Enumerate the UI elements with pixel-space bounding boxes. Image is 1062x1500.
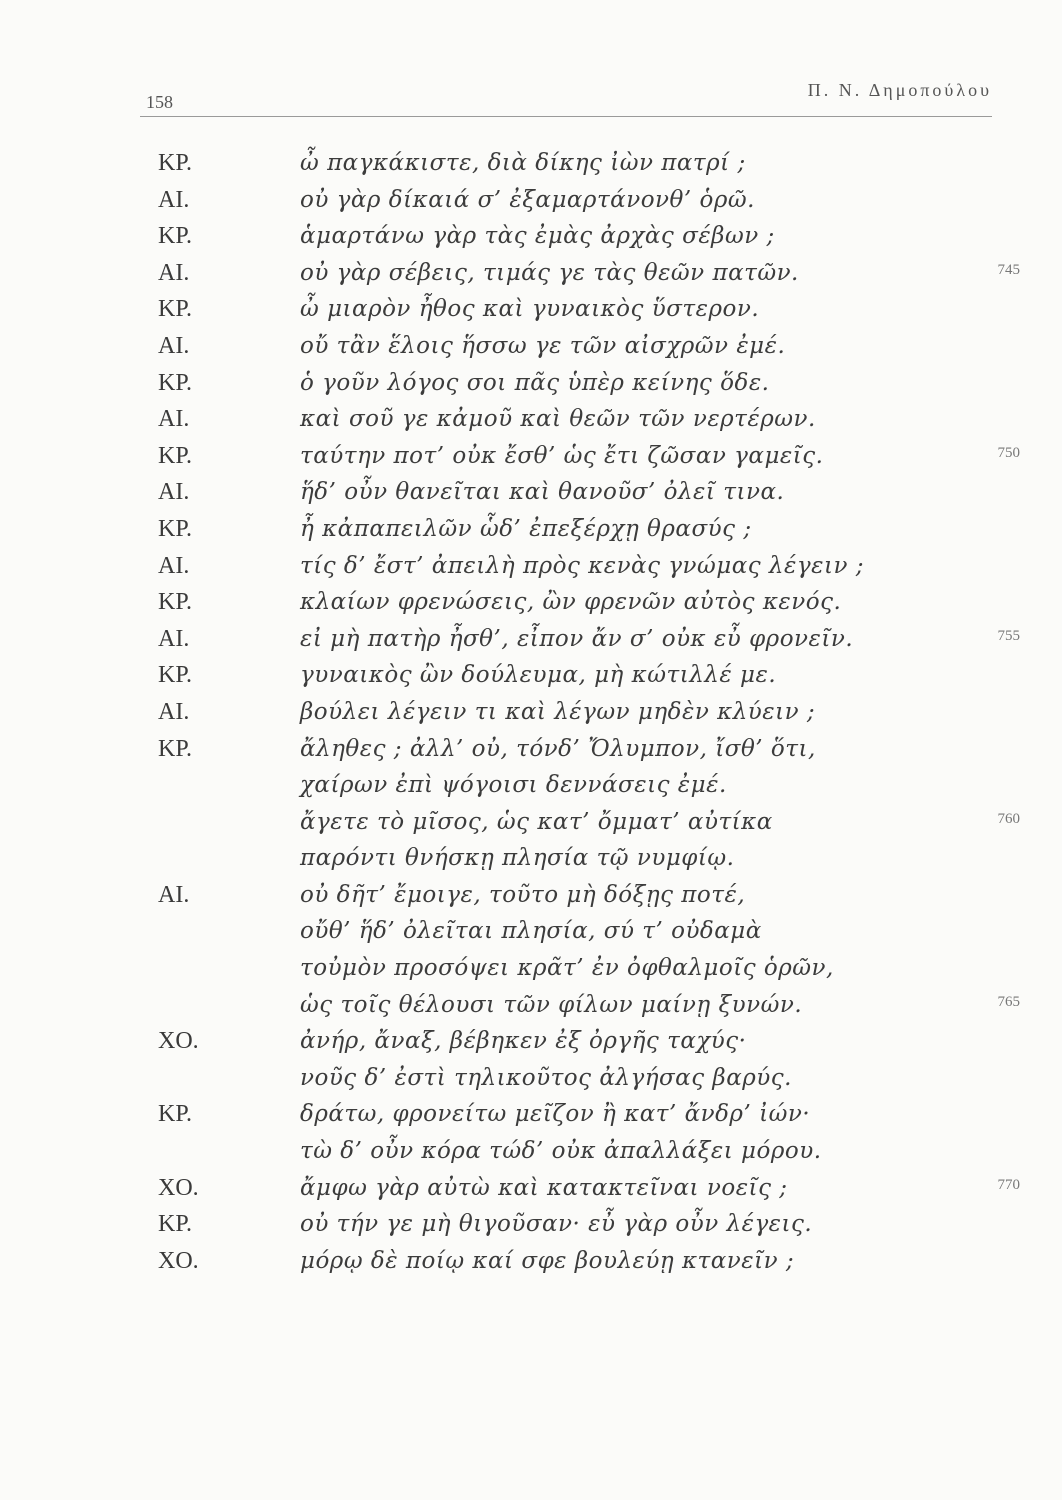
verse-line — [0, 809, 1062, 846]
line-number: 745 — [997, 261, 1020, 278]
verse-text: οὐ δῆτ’ ἔμοιγε, τοῦτο μὴ δόξῃς ποτέ, — [300, 881, 746, 908]
verse-line — [0, 772, 1062, 809]
verse-text: ἥδ’ οὖν θανεῖται καὶ θανοῦσ’ ὀλεῖ τινα. — [300, 479, 785, 506]
header-author: Π. Ν. Δημοπούλου — [807, 80, 992, 100]
verse-text: γυναικὸς ὢν δούλευμα, μὴ κώτιλλέ με. — [300, 662, 777, 689]
verse-text: ὦ παγκάκιστε, διὰ δίκης ἰὼν πατρί ; — [300, 150, 746, 176]
verse-text: βούλει λέγειν τι καὶ λέγων μηδὲν κλύειν ; — [300, 698, 816, 725]
verse-text: οὐ γὰρ δίκαιά σ’ ἐξαμαρτάνονθ’ ὁρῶ. — [300, 186, 755, 213]
verse-text: χαίρων ἐπὶ ψόγοισι δεννάσεις ἐμέ. — [300, 772, 727, 799]
speaker-label: ΧΟ. — [158, 1174, 199, 1201]
verse-text: οὐ τήν γε μὴ θιγοῦσαν· εὖ γὰρ οὖν λέγεις. — [300, 1211, 813, 1238]
page-number: 158 — [146, 92, 173, 112]
verse-line — [0, 479, 1062, 516]
verse-text: δράτω, φρονείτω μεῖζον ἢ κατ’ ἄνδρ’ ἰών· — [300, 1101, 811, 1128]
verse-line — [0, 1065, 1062, 1102]
speaker-label: ΑΙ. — [158, 186, 190, 213]
speaker-label: ΑΙ. — [158, 881, 190, 908]
verse-text: ἄληθες ; ἀλλ’ οὐ, τόνδ’ Ὄλυμπον, ἴσθ’ ὅτι, — [300, 735, 816, 762]
speaker-label: ΑΙ. — [158, 552, 190, 579]
verse-line — [0, 1101, 1062, 1138]
speaker-label: ΑΙ. — [158, 625, 190, 652]
line-number: 765 — [997, 993, 1020, 1010]
verse-text: ὡς τοῖς θέλουσι τῶν φίλων μαίνῃ ξυνών. — [300, 991, 803, 1018]
verse-line — [0, 406, 1062, 443]
verse-text: νοῦς δ’ ἐστὶ τηλικοῦτος ἀλγήσας βαρύς. — [300, 1064, 792, 1091]
verse-text: καὶ σοῦ γε κἀμοῦ καὶ θεῶν τῶν νερτέρων. — [300, 406, 816, 433]
speaker-label: ΚΡ. — [158, 150, 193, 176]
speaker-label: ΑΙ. — [158, 406, 190, 433]
verse-line — [0, 333, 1062, 370]
verse-line — [0, 187, 1062, 224]
verse-line — [0, 699, 1062, 736]
verse-text: ὦ μιαρὸν ἦθος καὶ γυναικὸς ὕστερον. — [300, 296, 760, 323]
speaker-label: ΚΡ. — [158, 515, 193, 542]
verse-text: κλαίων φρενώσεις, ὢν φρενῶν αὐτὸς κενός. — [300, 589, 842, 616]
line-number: 750 — [997, 444, 1020, 461]
speaker-label: ΑΙ. — [158, 332, 190, 359]
verse-line — [0, 955, 1062, 992]
verse-text: εἰ μὴ πατὴρ ἦσθ’, εἶπον ἄν σ’ οὐκ εὖ φρονεῖν. — [300, 625, 854, 652]
verse-line — [0, 1248, 1062, 1285]
verse-line — [0, 443, 1062, 480]
verse-text: ἄμφω γὰρ αὐτὼ καὶ κατακτεῖναι νοεῖς ; — [300, 1174, 788, 1201]
speaker-label: ΚΡ. — [158, 223, 193, 250]
verse-line — [0, 736, 1062, 773]
verse-text: οὔ τἂν ἕλοις ἥσσω γε τῶν αἰσχρῶν ἐμέ. — [300, 332, 786, 359]
line-number: 770 — [997, 1176, 1020, 1193]
verse-line — [0, 589, 1062, 626]
speaker-label: ΚΡ. — [158, 369, 193, 396]
verse-text: τοὐμὸν προσόψει κρᾶτ’ ἐν ὀφθαλμοῖς ὁρῶν, — [300, 955, 834, 982]
line-number: 755 — [997, 627, 1020, 644]
verse-text: μόρῳ δὲ ποίῳ καί σφε βουλεύῃ κτανεῖν ; — [300, 1247, 795, 1274]
verse-text: οὐ γὰρ σέβεις, τιμάς γε τὰς θεῶν πατῶν. — [300, 259, 799, 286]
verse-line — [0, 1175, 1062, 1212]
verse-line — [0, 918, 1062, 955]
verse-text: παρόντι θνήσκῃ πλησία τῷ νυμφίῳ. — [300, 845, 735, 872]
verse-line — [0, 882, 1062, 919]
line-number: 760 — [997, 810, 1020, 827]
verse-text: τίς δ’ ἔστ’ ἀπειλὴ πρὸς κενὰς γνώμας λέγειν ; — [300, 552, 864, 579]
speaker-label: ΚΡ. — [158, 442, 193, 469]
verse-text: ἀνήρ, ἄναξ, βέβηκεν ἐξ ὀργῆς ταχύς· — [300, 1028, 747, 1055]
speaker-label: ΚΡ. — [158, 296, 193, 323]
verse-line — [0, 296, 1062, 333]
verse-text: ἄγετε τὸ μῖσος, ὡς κατ’ ὄμματ’ αὐτίκα — [300, 808, 773, 835]
verse-text: ὁ γοῦν λόγος σοι πᾶς ὑπὲρ κείνης ὅδε. — [300, 369, 770, 396]
verse-text: ταύτην ποτ’ οὐκ ἔσθ’ ὡς ἔτι ζῶσαν γαμεῖς. — [300, 442, 824, 469]
verse-line — [0, 150, 1062, 187]
verse-line — [0, 626, 1062, 663]
verse-line — [0, 845, 1062, 882]
verse-text: οὔθ’ ἥδ’ ὀλεῖται πλησία, σύ τ’ οὐδαμὰ — [300, 918, 762, 945]
running-head — [140, 76, 992, 117]
verse-text: ἁμαρτάνω γὰρ τὰς ἐμὰς ἀρχὰς σέβων ; — [300, 223, 775, 250]
verse-line — [0, 260, 1062, 297]
verse-line — [0, 516, 1062, 553]
verse-line — [0, 223, 1062, 260]
speaker-label: ΧΟ. — [158, 1028, 199, 1055]
verse-line — [0, 1211, 1062, 1248]
verse-line — [0, 1138, 1062, 1175]
speaker-label: ΧΟ. — [158, 1247, 199, 1274]
speaker-label: ΚΡ. — [158, 735, 193, 762]
speaker-label: ΑΙ. — [158, 479, 190, 506]
verse-line — [0, 662, 1062, 699]
verse-line — [0, 1028, 1062, 1065]
verse-text: ἦ κἀπαπειλῶν ὧδ’ ἐπεξέρχῃ θρασύς ; — [300, 515, 752, 542]
speaker-label: ΚΡ. — [158, 1101, 193, 1128]
speaker-label: ΑΙ. — [158, 698, 190, 725]
speaker-label: ΑΙ. — [158, 259, 190, 286]
verse-line — [0, 992, 1062, 1029]
speaker-label: ΚΡ. — [158, 662, 193, 689]
verse-line — [0, 553, 1062, 590]
speaker-label: ΚΡ. — [158, 589, 193, 616]
verse-text: τὼ δ’ οὖν κόρα τώδ’ οὐκ ἀπαλλάξει μόρου. — [300, 1138, 822, 1165]
speaker-label: ΚΡ. — [158, 1211, 193, 1238]
verse-lines — [0, 150, 1062, 1284]
verse-line — [0, 370, 1062, 407]
